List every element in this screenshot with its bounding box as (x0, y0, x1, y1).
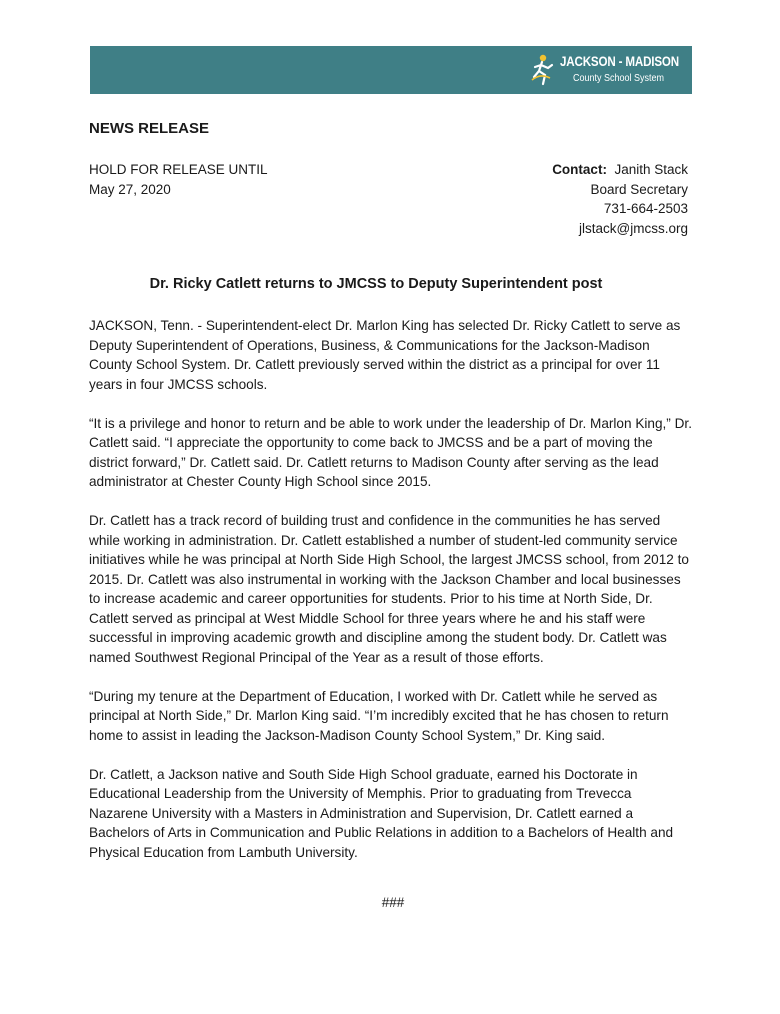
end-mark: ### (381, 895, 405, 910)
paragraph: Dr. Catlett has a track record of building trust and confidence in the communities he has served while working in administration. Dr. Catlett established a number of student-led community service initiatives while he was principal at North Side High School, the largest JMCSS school, from 2012 to 2015. Dr. Catlett was also instrumental in working with the Jackson Chamber and local businesses to increase academic and career opportunities for students. Prior to his time at North Side, Dr. Catlett served as principal at West Middle School for three years where he and his staff were successful in improving academic growth and discipline among the student body. Dr. Catlett was named Southwest Regional Principal of the Year as a result of those efforts. (89, 513, 689, 665)
release-date: May 27, 2020 (89, 181, 171, 197)
contact-email: jlstack@jmcss.org (579, 220, 688, 236)
contact-phone: 731-664-2503 (603, 201, 688, 216)
paragraph: “It is a privilege and honor to return and be able to work under the leadership of Dr. Marlon King,” Dr. Catlett said. “I appreciate the opportunity to come back to JMCSS and be a part of moving the district forward,” Dr. Catlett said. Dr. Catlett returns to Madison County after serving as the lead administrator at Chester County High School since 2015. (89, 415, 692, 489)
paragraph: JACKSON, Tenn. - Superintendent-elect Dr. Marlon King has selected Dr. Ricky Catlett to serve as Deputy Superintendent of Operations, Business, & Communications for the Jackson-Madison County School System. Dr. Catlett previously served within the district as a principal for over 11 years in four JMCSS schools. (89, 318, 681, 392)
jmcss-logo (530, 51, 679, 89)
news-release-heading: NEWS RELEASE (89, 120, 210, 137)
paragraph: “During my tenure at the Department of Education, I worked with Dr. Catlett while he served as principal at North Side,” Dr. Marlon King said. “I’m incredibly excited that he has chosen to return home to assist in leading the Jackson-Madison County School System,” Dr. King said. (89, 688, 669, 743)
article-body (89, 316, 694, 882)
header-banner (90, 46, 692, 94)
hold-line: HOLD FOR RELEASE UNTIL (89, 162, 268, 177)
contact-title: Board Secretary (590, 181, 688, 197)
paragraph: Dr. Catlett, a Jackson native and South Side High School graduate, earned his Doctorate in Educational Leadership from the University of Memphis. Prior to graduating from Trevecca Nazarene University with a Masters in Administration and Supervision, Dr. Catlett earned a Bachelors of Arts in Communication and Public Relations in addition to a Bachelors of Health and Physical Education from Lambuth University. (89, 766, 674, 860)
article-title: Dr. Ricky Catlett returns to JMCSS to Deputy Superintendent post (149, 276, 603, 292)
contact-line: Contact: Janith Stack (552, 162, 688, 177)
runner-logo-icon (530, 53, 556, 87)
contact-block (552, 160, 688, 238)
logo-title: JACKSON - MADISON (560, 54, 679, 69)
release-hold (89, 160, 268, 199)
contact-name: Janith Stack (614, 162, 688, 177)
logo-subtitle: County School System (573, 73, 665, 84)
contact-label: Contact (552, 162, 603, 177)
